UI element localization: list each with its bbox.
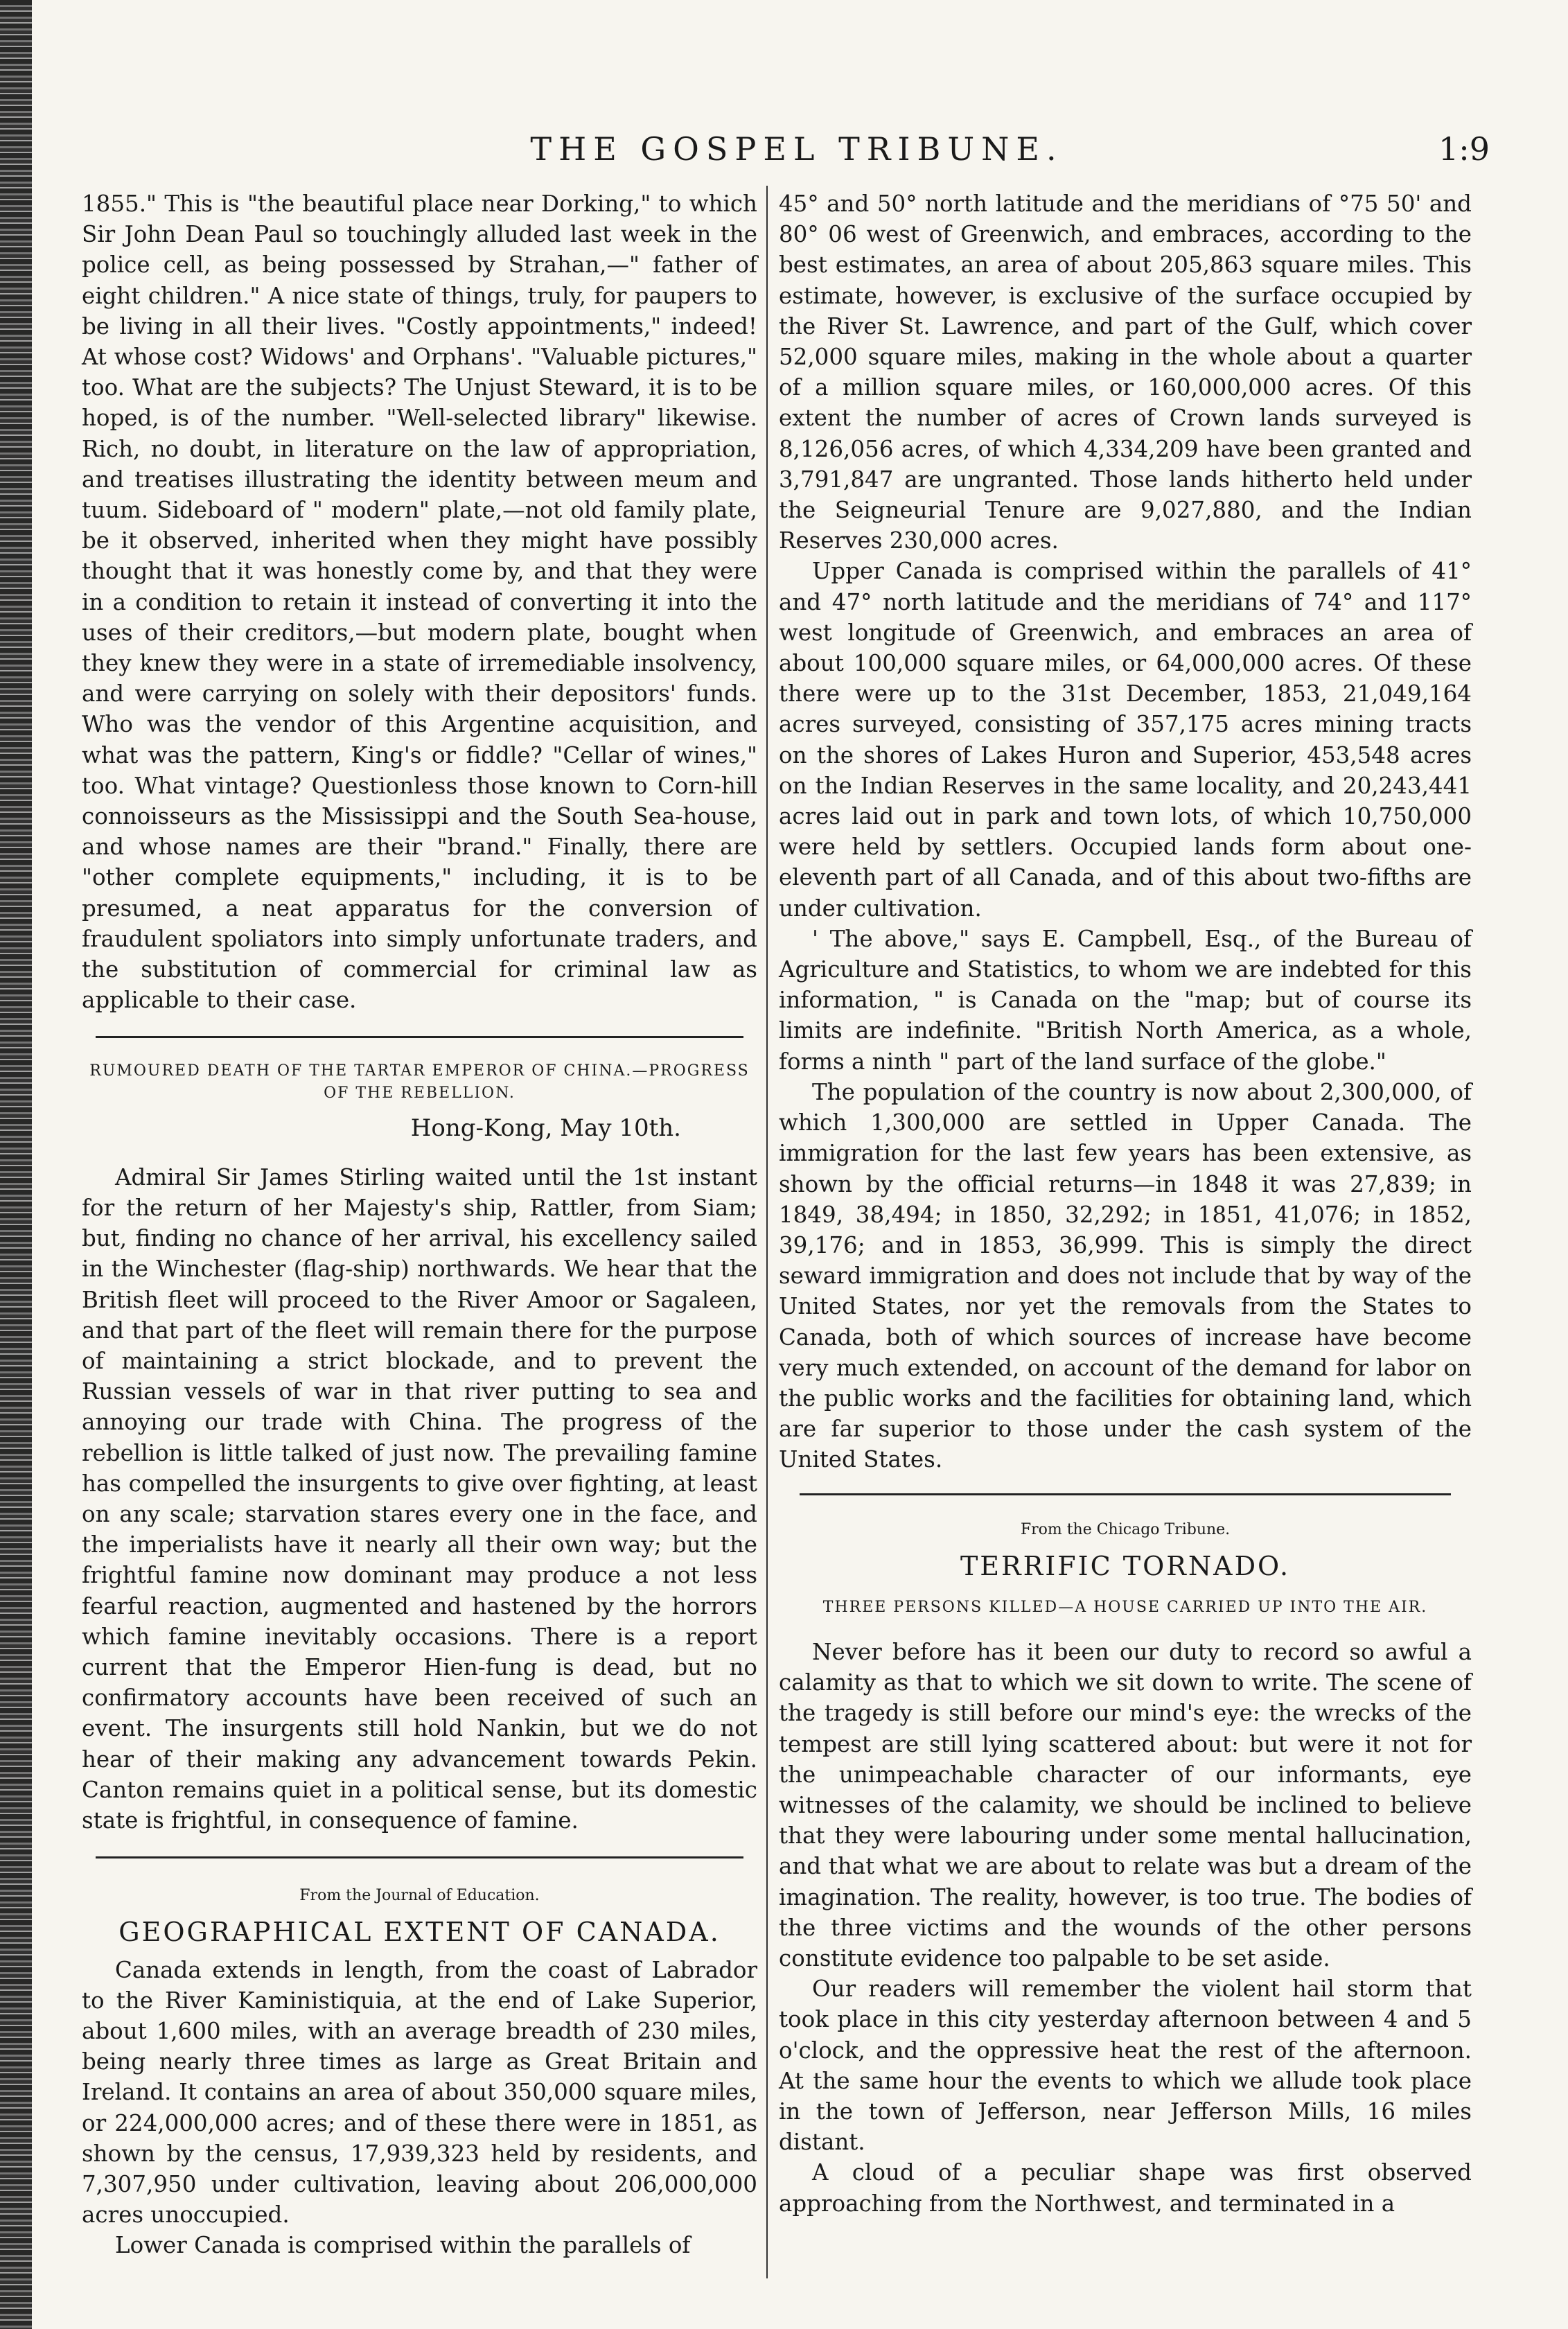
dateline: Hong-Kong, May 10th. [410, 1114, 681, 1143]
running-title: THE GOSPEL TRIBUNE. [530, 130, 1064, 168]
section-rule [800, 1493, 1451, 1495]
right-column [779, 188, 1472, 2219]
article-paragraph: 1855." This is "the beautiful place near Dorking," to which Sir John Dean Paul so touchingly alluded last week in the police cell, as being possessed by Strahan,—" father of eight children." A nice state of things, truly, for paupers to be living in all their lives. "Costly appointments," indeed! At whose cost? Widows' and Orphans'. "Valuable pictures," too. What are the subjects? The Unjust Steward, it is to be hoped, is of the number. "Well-selected library" likewise. Rich, no doubt, in literature on the law of appropriation, and treatises illustrating the identity between meum and tuum. Sideboard of " modern" plate,—not old family plate, be it observed, inherited when they might have possibly thought that it was honestly come by, and that they were in a condition to retain it instead of converting it into the uses of their creditors,—but modern plate, bought when they knew they were in a state of irremediable insolvency, and were carrying on solely with their depositors' funds. Who was the vendor of this Argentine acquisition, and what was the pattern, King's or fiddle? "Cellar of wines," too. What vintage? Questionless those known to Corn-hill connoisseurs as the Mississippi and the South Sea-house, and whose names are their "brand." Finally, there are "other complete equipments," including, it is to be presumed, a neat apparatus for the conversion of fraudulent spoliators into simply unfortunate traders, and the substitution of commercial for criminal law as applicable to their case. [82, 191, 757, 1014]
article-title: TERRIFIC TORNADO. [960, 1550, 1291, 1581]
article-paragraph: Canada extends in length, from the coast of Labrador to the River Kaministiquia, at the end of Lake Superior, about 1,600 miles, with an average breadth of 230 miles, being nearly three times as large as Great Britain and Ireland. It contains an area of about 350,000 square miles, or 224,000,000 acres; and of these there were in 1851, as shown by the census, 17,939,323 held by residents, and 7,307,950 under cultivation, leaving about 206,000,000 acres unoccupied. [82, 1956, 757, 2229]
article-paragraph: ' The above," says E. Campbell, Esq., of the Bureau of Agriculture and Statistics, to whom we are indebted for this information, " is Canada on the "map; but of course its limits are indefinite. "British North America, as a whole, forms a ninth " part of the land surface of the globe." [779, 925, 1472, 1075]
left-column [82, 188, 757, 2261]
article-paragraph: 45° and 50° north latitude and the meridians of °75 50' and 80° 06 west of Greenwich, and embraces, according to the best estimates, an area of about 205,863 square miles. This estimate, however, is exclusive of the surface occupied by the River St. Lawrence, and part of the Gulf, which cover 52,000 square miles, making in the whole about a quarter of a million square miles, or 160,000,000 acres. Of this extent the number of acres of Crown lands surveyed is 8,126,056 acres, of which 4,334,209 have been granted and 3,791,847 are ungranted. Those lands hitherto held under the Seigneurial Tenure are 9,027,880, and the Indian Reserves 230,000 acres. [779, 191, 1472, 554]
article-paragraph: The population of the country is now about 2,300,000, of which 1,300,000 are settled in Upper Canada. The immigration for the last few years has been extensive, as shown by the official returns—in 1848 it was 27,839; in 1849, 38,494; in 1850, 32,292; in 1851, 41,076; in 1852, 39,176; and in 1853, 36,999. This is simply the direct seward immigration and does not include that by way of the United States, nor yet the removals from the States to Canada, both of which sources of increase have become very much extended, on account of the demand for labor on the public works and the facilities for obtaining land, which are far superior to those under the cash system of the United States. [779, 1078, 1472, 1473]
article-source: From the Chicago Tribune. [1020, 1520, 1231, 1538]
article-title: GEOGRAPHICAL EXTENT OF CANADA. [118, 1917, 721, 1948]
page-number: 1:9 [1438, 130, 1490, 168]
article-paragraph: Upper Canada is comprised within the parallels of 41° and 47° north latitude and the meridians of 74° and 117° west longitude of Greenwich, and embraces an area of about 100,000 square miles, or 64,000,000 acres. Of these there were up to the 31st December, 1853, 21,049,164 acres surveyed, consisting of 357,175 acres mining tracts on the shores of Lakes Huron and Superior, 453,548 acres on the Indian Reserves in the same locality, and 20,243,441 acres laid out in park and town lots, of which 10,750,000 were held by settlers. Occupied lands form about one-eleventh part of all Canada, and of this about two-fifths are under cultivation. [779, 558, 1472, 922]
column-divider [766, 186, 768, 2278]
article-heading: RUMOURED DEATH OF THE TARTAR EMPEROR OF CHINA.—PROGRESS OF THE REBELLION. [89, 1062, 750, 1102]
page-header [76, 130, 1517, 172]
binding-edge [0, 0, 32, 2329]
article-paragraph: Admiral Sir James Stirling waited until the 1st instant for the return of her Majesty's ship, Rattler, from Siam; but, finding no chance of her arrival, his excellency sailed in the Winchester (flag-ship) northwards. We hear that the British fleet will proceed to the River Amoor or Sagaleen, and that part of the fleet will remain there for the purpose of maintaining a strict blockade, and to prevent the Russian vessels of war in that river putting to sea and annoying our trade with China. The progress of the rebellion is little talked of just now. The prevailing famine has compelled the insurgents to give over fighting, at least on any scale; starvation stares every one in the face, and the imperialists have it nearly all their own way; but the frightful famine now dominant may produce a not less fearful reaction, augmented and hastened by the horrors which famine inevitably occasions. There is a report current that the Emperor Hien-fung is dead, but no confirmatory accounts have been received of such an event. The insurgents still hold Nankin, but we do not hear of their making any advancement towards Pekin. Canton remains quiet in a political sense, but its domestic state is frightful, in consequence of famine. [82, 1163, 757, 1834]
section-rule [96, 1036, 743, 1038]
article-paragraph: Lower Canada is comprised within the parallels of [115, 2232, 691, 2259]
article-paragraph: Our readers will remember the violent hail storm that took place in this city yesterday afternoon between 4 and 5 o'clock, and the oppressive heat the rest of the afternoon. At the same hour the events to which we allude took place in the town of Jefferson, near Jefferson Mills, 16 miles distant. [779, 1976, 1472, 2156]
article-paragraph: Never before has it been our duty to record so awful a calamity as that to which we sit down to write. The scene of the tragedy is still before our mind's eye: the wrecks of the tempest are still lying scattered about: but were it not for the unimpeachable character of our informants, eye witnesses of the calamity, we should be inclined to believe that they were labouring under some mental hallucination, and that what we are about to relate was but a dream of the imagination. The reality, however, is too true. The bodies of the three victims and the wounds of the other persons constitute evidence too palpable to be set aside. [779, 1638, 1472, 1971]
article-source: From the Journal of Education. [299, 1887, 540, 1905]
article-subheading: THREE PERSONS KILLED—A HOUSE CARRIED UP INTO THE AIR. [822, 1598, 1428, 1616]
section-rule [96, 1856, 743, 1858]
article-paragraph: A cloud of a peculiar shape was first observed approaching from the Northwest, and terminated in a [779, 2159, 1472, 2217]
